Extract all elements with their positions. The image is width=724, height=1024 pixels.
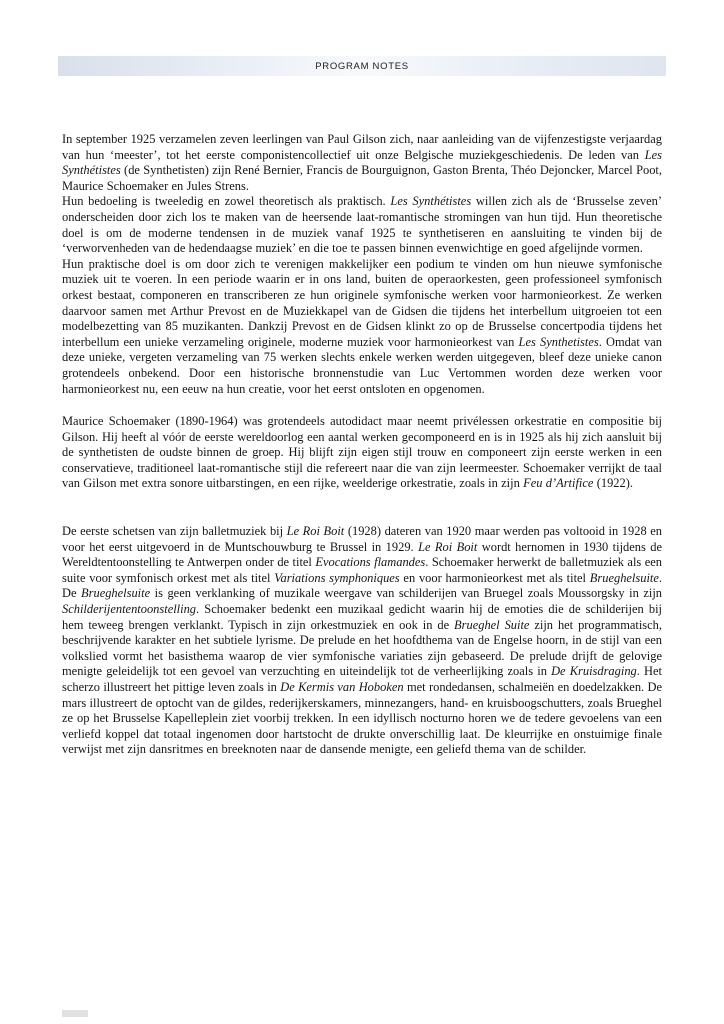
text-run: zijn het programmatisch, beschrijvende karakter en het subtiele lyrisme. De prelude en het hoofdthema van de Engelse hoorn, in de stijl van een volkslied vormt het basisthema waarop de vier symfonische variaties zijn gebaseerd. De prelude drijft de gelovige menigte geleidelijk tot een gevoel van verzuchting en uiteindelijk tot de verheerlijking zoals in — [62, 617, 662, 679]
text-run: De eerste schetsen van zijn balletmuziek bij — [62, 524, 287, 539]
text-run: De Kruisdraging — [551, 664, 637, 679]
document-body — [62, 132, 662, 758]
text-run: . Het scherzo illustreert het pittige leven zoals in — [62, 664, 662, 694]
text-run: . Omdat van deze unieke, vergeten verzameling van 75 werken slechts enkele werken werden uitgegeven, bleef deze unieke canon grotendeels onbekend. Door een historische bronnenstudie van Luc Vertommen worden deze werken voor harmonieorkest nu, een eeuw na hun creatie, voor het eerst ontsloten en opgenomen. — [62, 334, 662, 396]
text-run: wordt hernomen in 1930 tijdens de Wereldtentoonstelling te Antwerpen onder de titel — [62, 539, 662, 570]
text-run: Le Roi Boit — [418, 539, 478, 554]
text-run: Hun praktische doel is om door zich te verenigen makkelijker een podium te vinden om hun nieuwe symfonische muziek uit te voeren. In een periode waarin er in ons land, buiten de operaorkesten, geen professioneel symfonisch orkest bestaat, componeren en transcriberen ze hun originele symfonische werken voor harmonieorkest. Ze werken daarvoor samen met Arthur Prevost en de Muziekkapel van de Gidsen die tijdens het interbellum uitgroeien tot een modelbezetting van 85 muzikanten. Dankzij Prevost en de Gidsen klinkt zo op de Brusselse concertpodia tijdens het interbellum een unieke verzameling originele, moderne muziek voor harmonieorkest van — [62, 256, 662, 349]
text-run: Maurice Schoemaker (1890-1964) was grotendeels autodidact maar neemt privélessen orkestratie en compositie bij Gilson. Hij heeft al vóór de eerste wereldoorlog een aantal werken gecomponeerd en is in 1925 als hij zich aansluit bij de synthetisten de oudste binnen de groep. Hij blijft zijn eigen stijl trouw en componeert zijn eerste werken in een conservatieve, traditioneel laat-romantische stijl die refereert naar die van zijn leermeester. Schoemaker verrijkt de taal van Gilson met extra sonore uitbarstingen, en een rijke, weelderige orkestratie, zoals in zijn — [62, 414, 662, 491]
text-run: Hun bedoeling is tweeledig en zowel theoretisch als praktisch. — [62, 194, 391, 209]
paragraph — [62, 414, 662, 492]
text-run: . Schoemaker bedenkt een muzikaal gedicht waarin hij de emoties die de schilderijen bij hem teweeg brengen verklankt. Typisch in zijn orkestmuziek en ook in de — [62, 602, 662, 632]
text-run: willen zich als de ‘Brusselse zeven’ onderscheiden door zich los te maken van de heersende laat-romantische stromingen van hun tijd. Hun theoretische doel is om de moderne tendensen in de muziek vanaf 1925 te synthetiseren en aansluiting te vinden bij de ‘verworvenheden van de hedendaagse muziek’ en die toe te passen binnen evenwichtige en goed afgelijnde vormen. — [62, 194, 663, 256]
text-run: Brueghel Suite — [454, 617, 530, 632]
text-run: Les Synthétistes — [390, 194, 472, 209]
paragraph — [62, 194, 662, 256]
paragraph — [62, 132, 662, 194]
page-title: PROGRAM NOTES — [315, 60, 409, 72]
text-run: De Kermis van Hoboken — [280, 680, 404, 694]
scan-artifact — [62, 1010, 88, 1017]
header-band — [58, 56, 666, 76]
text-run: (1922). — [593, 476, 633, 491]
text-run: Evocations flamandes — [315, 555, 426, 570]
text-run: Feu d’Artifice — [523, 476, 594, 491]
text-run: Variations symphoniques — [274, 570, 400, 585]
text-run: Le Roi Boit — [286, 524, 345, 539]
text-run: In september 1925 verzamelen zeven leerlingen van Paul Gilson zich, naar aanleiding van de vijfenzestigste verjaardag van hun ‘meester’, tot het eerste componistencollectief uit onze Belgische muziekgeschiedenis. De leden van — [62, 132, 662, 162]
paragraph-list — [62, 132, 662, 758]
text-run: met rondedansen, schalmeiën en doedelzakken. De mars illustreert de optocht van de gildes, rederijkerskamers, minnezangers, hand- en kruisboogschutters, zoals Brueghel ze op het Brusselse Kapelleplein ziet voorbij trekken. In een idyllisch nocturno horen we de tedere gevoelens van een verliefd koppel dat totaal ingenomen door hartstocht de drukte onverschillig laat. De kleurrijke en onstuimige finale verwijst met zijn dansritmes en breeknoten naar de dansende menigte, een geliefd thema van de schilder. — [62, 680, 662, 757]
text-run: is geen verklanking of muzikale weergave van schilderijen van Bruegel zoals Moussorgsky in zijn — [150, 586, 662, 601]
text-run: Les Synthetistes — [518, 334, 599, 349]
text-run: en voor harmonieorkest met als titel — [399, 570, 590, 585]
text-run: . De — [62, 570, 662, 601]
text-run: Brueghelsuite — [589, 570, 659, 585]
text-run: (1928) dateren van 1920 maar werden pas voltooid in 1928 en voor het eerst uitgevoerd in de Muntschouwburg te Brussel in 1929. — [62, 524, 662, 554]
text-run: . Schoemaker herwerkt de balletmuziek als een suite voor symfonisch orkest met als titel — [62, 555, 662, 585]
text-run: Les Synthétistes — [62, 147, 662, 178]
text-run: (de Synthetisten) zijn René Bernier, Francis de Bourguignon, Gaston Brenta, Théo Dejoncker, Marcel Poot, Maurice Schoemaker en Jules Strens. — [62, 163, 662, 193]
paragraph — [62, 257, 662, 397]
text-run: Schilderijententoonstelling — [62, 602, 197, 617]
text-run: Brueghelsuite — [81, 586, 151, 601]
paragraph — [62, 524, 662, 758]
